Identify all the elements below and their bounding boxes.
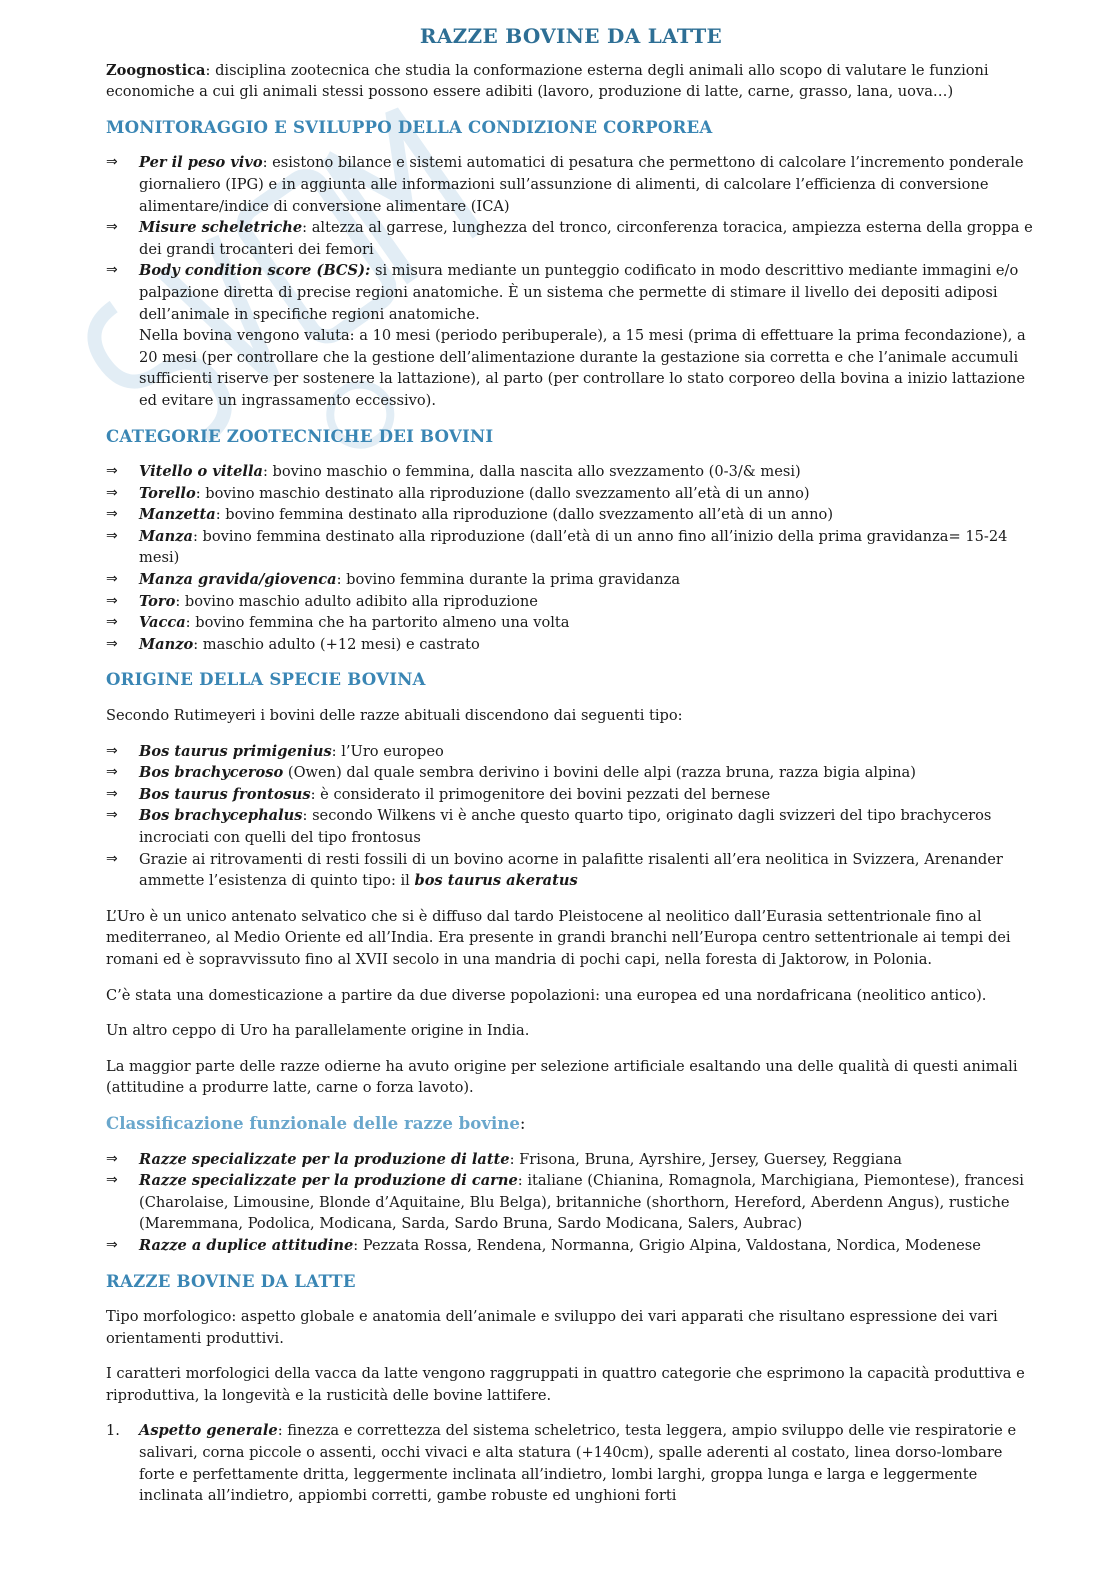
section-heading-razze-latte: RAZZE BOVINE DA LATTE [106,1270,356,1291]
list-item: ⇒ Manza gravida/giovenca: bovino femmina durante la prima gravidanza [106,569,1036,591]
arrow-icon: ⇒ [106,484,118,501]
intro-term: Zoognostica [106,61,206,79]
origine-paragraph: L’Uro è un unico antenato selvatico che si è diffuso dal tardo Pleistocene al neolitico dall’Eurasia settentrionale fino al mediterraneo, al Medio Oriente ed all’India. Era presente in grandi branchi nell’Europa centro settentrionale ai tempi dei romani ed è sopravvissuto fino al XVII secolo in una mandria di pochi capi, nella foresta di Jaktorow, in Polonia. [106,907,1011,968]
list-classificazione [106,1149,1036,1257]
intro-text: : disciplina zootecnica che studia la conformazione esterna degli animali allo scopo di valutare le funzioni economiche a cui gli animali stessi possono essere adibiti (lavoro, produzione di latte, carne, grasso, lana, uova…) [106,61,989,101]
arrow-icon: ⇒ [106,785,118,802]
list-item: ⇒ Bos brachyceroso (Owen) dal quale sembra derivino i bovini delle alpi (razza bruna, razza bigia alpina) [106,762,1036,784]
arrow-icon: ⇒ [106,850,118,867]
arrow-icon: ⇒ [106,807,118,824]
arrow-icon: ⇒ [106,742,118,759]
list-item: ⇒ Razze a duplice attitudine: Pezzata Rossa, Rendena, Normanna, Grigio Alpina, Valdostana, Nordica, Modenese [106,1235,1036,1257]
arrow-icon: ⇒ [106,527,118,544]
arrow-icon: ⇒ [106,1150,118,1167]
arrow-icon: ⇒ [106,262,118,279]
list-item: ⇒ Bos taurus primigenius: l’Uro europeo [106,741,1036,763]
list-item: ⇒ Manza: bovino femmina destinato alla riproduzione (dall’età di un anno fino all’inizio della prima gravidanza= 15-24 mesi) [106,527,1008,567]
list-item: ⇒ Bos brachycephalus: secondo Wilkens vi è anche questo quarto tipo, originato dagli svizzeri del tipo brachyceros incrociati con quelli del tipo frontosus [106,807,992,846]
section-heading-monitoraggio: MONITORAGGIO E SVILUPPO DELLA CONDIZIONE CORPOREA [106,116,713,137]
list-monitoraggio [106,152,1036,411]
arrow-icon: ⇒ [106,571,118,588]
intro-paragraph [106,60,1036,103]
origine-lead: Secondo Rutimeyeri i bovini delle razze abituali discendono dai seguenti tipo: [106,707,683,725]
list-item: ⇒ Torello: bovino maschio destinato alla riproduzione (dallo svezzamento all’età di un anno) [106,483,1036,505]
list-item: ⇒ Vacca: bovino femmina che ha partorito almeno una volta [106,612,1036,634]
arrow-icon: ⇒ [106,1172,118,1189]
list-item: ⇒ Toro: bovino maschio adulto adibito alla riproduzione [106,591,1036,613]
list-origine [106,741,1036,892]
list-item: ⇒ Manzetta: bovino femmina destinato alla riproduzione (dallo svezzamento all’età di un anno) [106,504,1036,526]
list-item: ⇒ Razze specializzate per la produzione di latte: Frisona, Bruna, Ayrshire, Jersey, Guersey, Reggiana [106,1149,1036,1171]
origine-paragraph: La maggior parte delle razze odierne ha avuto origine per selezione artificiale esaltando una delle qualità di questi animali (attitudine a produrre latte, carne o forza lavoto). [106,1057,1018,1097]
origine-paragraph: C’è stata una domesticazione a partire da due diverse popolazioni: una europea ed una nordafricana (neolitico antico). [106,986,987,1004]
list-item: ⇒ Vitello o vitella: bovino maschio o femmina, dalla nascita allo svezzamento (0-3/& mesi) [106,461,1036,483]
origine-paragraph: Un altro ceppo di Uro ha parallelamente origine in India. [106,1022,530,1040]
arrow-icon: ⇒ [106,1236,118,1253]
list-item: ⇒ Manzo: maschio adulto (+12 mesi) e castrato [106,634,1036,656]
arrow-icon: ⇒ [106,154,118,171]
arrow-icon: ⇒ [106,592,118,609]
arrow-icon: ⇒ [106,506,118,523]
razze-paragraph: I caratteri morfologici della vacca da latte vengono raggruppati in quattro categorie che esprimono la capacità produttiva e riproduttiva, la longevità e la rusticità delle bovine lattifere. [106,1365,1025,1404]
arrow-icon: ⇒ [106,764,118,781]
section-heading-categorie: CATEGORIE ZOOTECNICHE DEI BOVINI [106,425,494,446]
section-heading-origine: ORIGINE DELLA SPECIE BOVINA [106,669,426,690]
arrow-icon: ⇒ [106,635,118,652]
arrow-icon: ⇒ [106,219,118,236]
numbered-list [106,1420,1036,1506]
numbered-item: 1. Aspetto generale: finezza e correttezza del sistema scheletrico, testa leggera, ampio sviluppo delle vie respiratorie e salivari, corna piccole o assenti, occhi vivaci e alta statura (+140cm), spalle aderenti al costato, linea dorso-lombare forte e perfettamente dritta, leggermente inclinata all’indietro, lombi larghi, groppa lunga e larga e leggermente inclinata all’indietro, appiombi corretti, gambe robuste ed unghioni forti [106,1422,1017,1505]
list-item: ⇒ Per il peso vivo: esistono bilance e sistemi automatici di pesatura che permettono di calcolare l’incremento ponderale giornaliero (IPG) e in aggiunta alle informazioni sull’assunzione di alimenti, di calcolare l’efficienza di conversione alimentare/indice di conversione alimentare (ICA) [106,154,1024,215]
page-title: RAZZE BOVINE DA LATTE [419,24,723,48]
list-item: ⇒ Bos taurus frontosus: è considerato il primogenitore dei bovini pezzati del bernese [106,784,1036,806]
subheading-classificazione: Classificazione funzionale delle razze bovine: [106,1112,526,1133]
arrow-icon: ⇒ [106,614,118,631]
list-categorie [106,461,1036,655]
list-item: ⇒ Razze specializzate per la produzione di carne: italiane (Chianina, Romagnola, Marchigiana, Piemontese), francesi (Charolaise, Limousine, Blonde d’Aquitaine, Blu Belga), britanniche (shorthorn, Hereford, Aberdenn Angus), rustiche (Maremmana, Podolica, Modicana, Sarda, Sardo Bruna, Sardo Modicana, Salers, Aubrac) [106,1172,1024,1233]
list-item: ⇒ Grazie ai ritrovamenti di resti fossili di un bovino acorne in palafitte risalenti all’era neolitica in Svizzera, Arenander ammette l’esistenza di quinto tipo: il bos taurus akeratus [106,850,1003,890]
list-item: ⇒ Misure scheletriche: altezza al garrese, lunghezza del tronco, circonferenza toracica, ampiezza esterna della groppa e dei grandi trocanteri dei femori [106,219,1033,258]
arrow-icon: ⇒ [106,463,118,480]
document-page [106,26,1036,1507]
bcs-extra-text: Nella bovina vengono valuta: a 10 mesi (periodo peribuperale), a 15 mesi (prima di effettuare la prima fecondazione), a 20 mesi (per controllare che la gestione dell’alimentazione durante la gestazione sia corretta e che l’animale accumuli sufficienti riserve per sostenere la lattazione), al parto (per controllare lo stato corporeo della bovina a inizio lattazione ed evitare un ingrassamento eccessivo). [139,327,1026,409]
list-item: ⇒ Body condition score (BCS): si misura mediante un punteggio codificato in modo descrittivo mediante immagini e/o palpazione diretta di precise regioni anatomiche. È un sistema che permette di stimare il livello dei depositi adiposi dell’animale in specifiche regioni anatomiche. Nella bovina vengono valuta: a 10 mesi (periodo peribuperale), a 15 mesi (prima di effettuare la prima fecondazione), a 20 mesi (per controllare che la gestione dell’alimentazione durante la gestazione sia corretta e che l’animale accumuli sufficienti riserve per sostenere la lattazione), al parto (per controllare lo stato corporeo della bovina a inizio lattazione ed evitare un ingrassamento eccessivo). [106,260,1036,411]
razze-paragraph: Tipo morfologico: aspetto globale e anatomia dell’animale e sviluppo dei vari apparati che risultano espressione dei vari orientamenti produttivi. [106,1308,998,1347]
